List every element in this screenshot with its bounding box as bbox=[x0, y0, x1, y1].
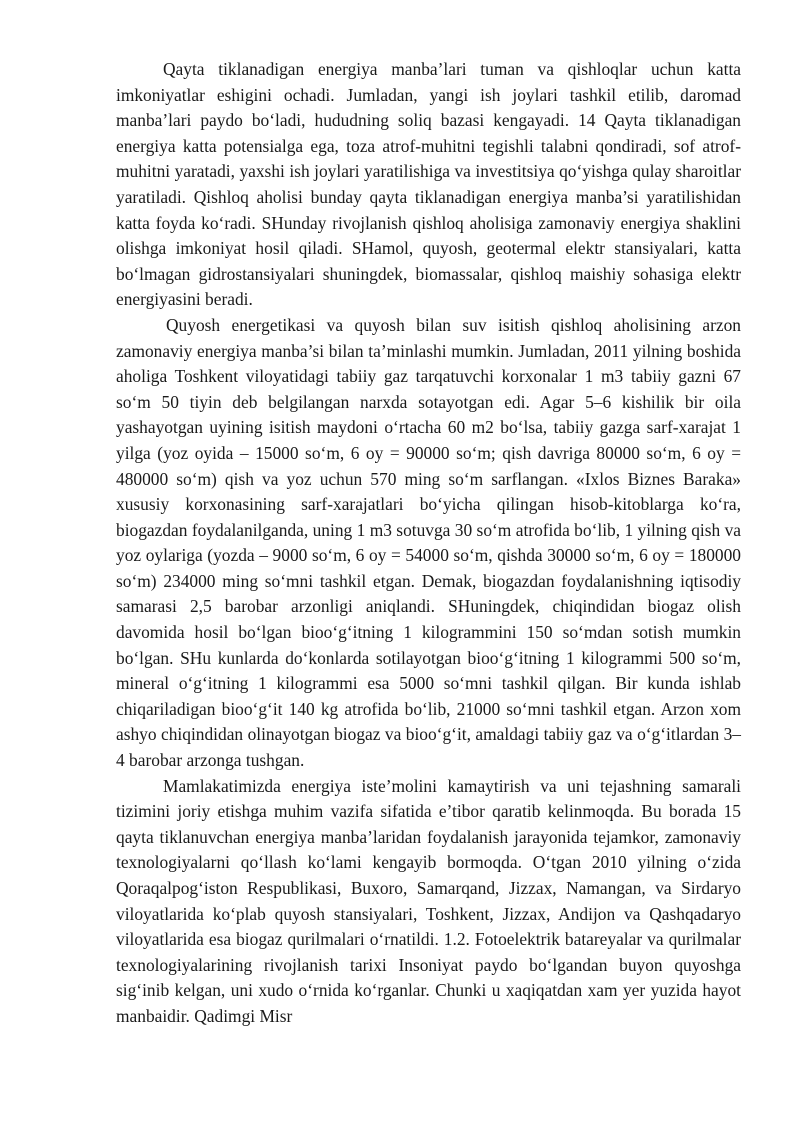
paragraph-renewable-opportunities: Qayta tiklanadigan energiya manba’lari tuman va qishloqlar uchun katta imkoniyatlar eshigini ochadi. Jumladan, yangi ish joylari tashkil etilib, daromad manba’lari paydo bo‘ladi, hududning soliq bazasi kengayadi. 14 Qayta tiklanadigan energiya katta potensialga ega, toza atrof-muhitni tegishli talabni qondiradi, sof atrof-muhitni yaratadi, yaxshi ish joylari yaratilishiga va investitsiya qo‘yishga qulay sharoitlar yaratiladi. Qishloq aholisi bunday qayta tiklanadigan energiya manba’si yaratilishidan katta foyda ko‘radi. SHunday rivojlanish qishloq aholisiga zamonaviy energiya shaklini olishga imkoniyat hosil qiladi. SHamol, quyosh, geotermal elektr stansiyalari, katta bo‘lmagan gidrostansiyalari shuningdek, biomassalar, qishloq maishiy sohasiga elektr energiyasini beradi. bbox=[116, 59, 741, 310]
document-page bbox=[116, 57, 741, 1030]
paragraph-energy-saving-history: Mamlakatimizda energiya iste’molini kamaytirish va uni tejashning samarali tizimini joriy etishga muhim vazifa sifatida e’tibor qaratib kelinmoqda. Bu borada 15 qayta tiklanuvchan energiya manba’laridan foydalanish jarayonida tejamkor, zamonaviy texnologiyalarni qo‘llash ko‘lami kengayib bormoqda. O‘tgan 2010 yilning o‘zida Qoraqalpog‘iston Respublikasi, Buxoro, Samarqand, Jizzax, Namangan, va Sirdaryo viloyatlarida ko‘plab quyosh stansiyalari, Toshkent, Jizzax, Andijon va Qashqadaryo viloyatlarida esa biogaz qurilmalari o‘rnatildi. 1.2. Fotoelektrik batareyalar va qurilmalar texnologiyalarining rivojlanish tarixi Insoniyat paydo bo‘lgandan buyon quyoshga sig‘inib kelgan, uni xudo o‘rnida ko‘rganlar. Chunki u xaqiqatdan xam yer yuzida hayot manbaidir. Qadimgi Misr bbox=[116, 775, 741, 1026]
paragraph-solar-biogas-economics: Quyosh energetikasi va quyosh bilan suv isitish qishloq aholisining arzon zamonaviy energiya manba’si bilan ta’minlashi mumkin. Jumladan, 2011 yilning boshida aholiga Toshkent viloyatidagi tabiiy gaz tarqatuvchi korxonalar 1 m3 tabiiy gazni 67 so‘m 50 tiyin deb belgilangan narxda sotayotgan edi. Agar 5–6 kishilik bir oila yashayotgan uyining isitish maydoni o‘rtacha 60 m2 bo‘lsa, tabiiy gazga sarf-xarajat 1 yilga (yoz oyida – 15000 so‘m, 6 oy = 90000 so‘m; qish davriga 80000 so‘m, 6 oy = 480000 so‘m) qish va yoz uchun 570 ming so‘m sarflangan. «Ixlos Biznes Baraka» xususiy korxonasining sarf-xarajatlari bo‘yicha qilingan hisob-kitoblarga ko‘ra, biogazdan foydalanilganda, uning 1 m3 sotuvga 30 so‘m atrofida bo‘lib, 1 yilning qish va yoz oylariga (yozda – 9000 so‘m, 6 oy = 54000 so‘m, qishda 30000 so‘m, 6 oy = 180000 so‘m) 234000 ming so‘mni tashkil etgan. Demak, biogazdan foydalanishning iqtisodiy samarasi 2,5 barobar arzonligi aniqlandi. SHuningdek, chiqindidan biogaz olish davomida hosil bo‘lgan bioo‘g‘itning 1 kilogrammini 150 so‘mdan sotish mumkin bo‘lgan. SHu kunlarda do‘konlarda sotilayotgan bioo‘g‘itning 1 kilogrammi 500 so‘m, mineral o‘g‘itning 1 kilogrammi esa 5000 so‘mni tashkil qilgan. Bir kunda ishlab chiqariladigan bioo‘g‘it 140 kg atrofida bo‘lib, 21000 so‘mni tashkil etgan. Arzon xom ashyo chiqindidan olinayotgan biogaz va bioo‘g‘it, amaldagi tabiiy gaz va o‘g‘itlardan 3–4 barobar arzonga tushgan. bbox=[116, 314, 741, 771]
